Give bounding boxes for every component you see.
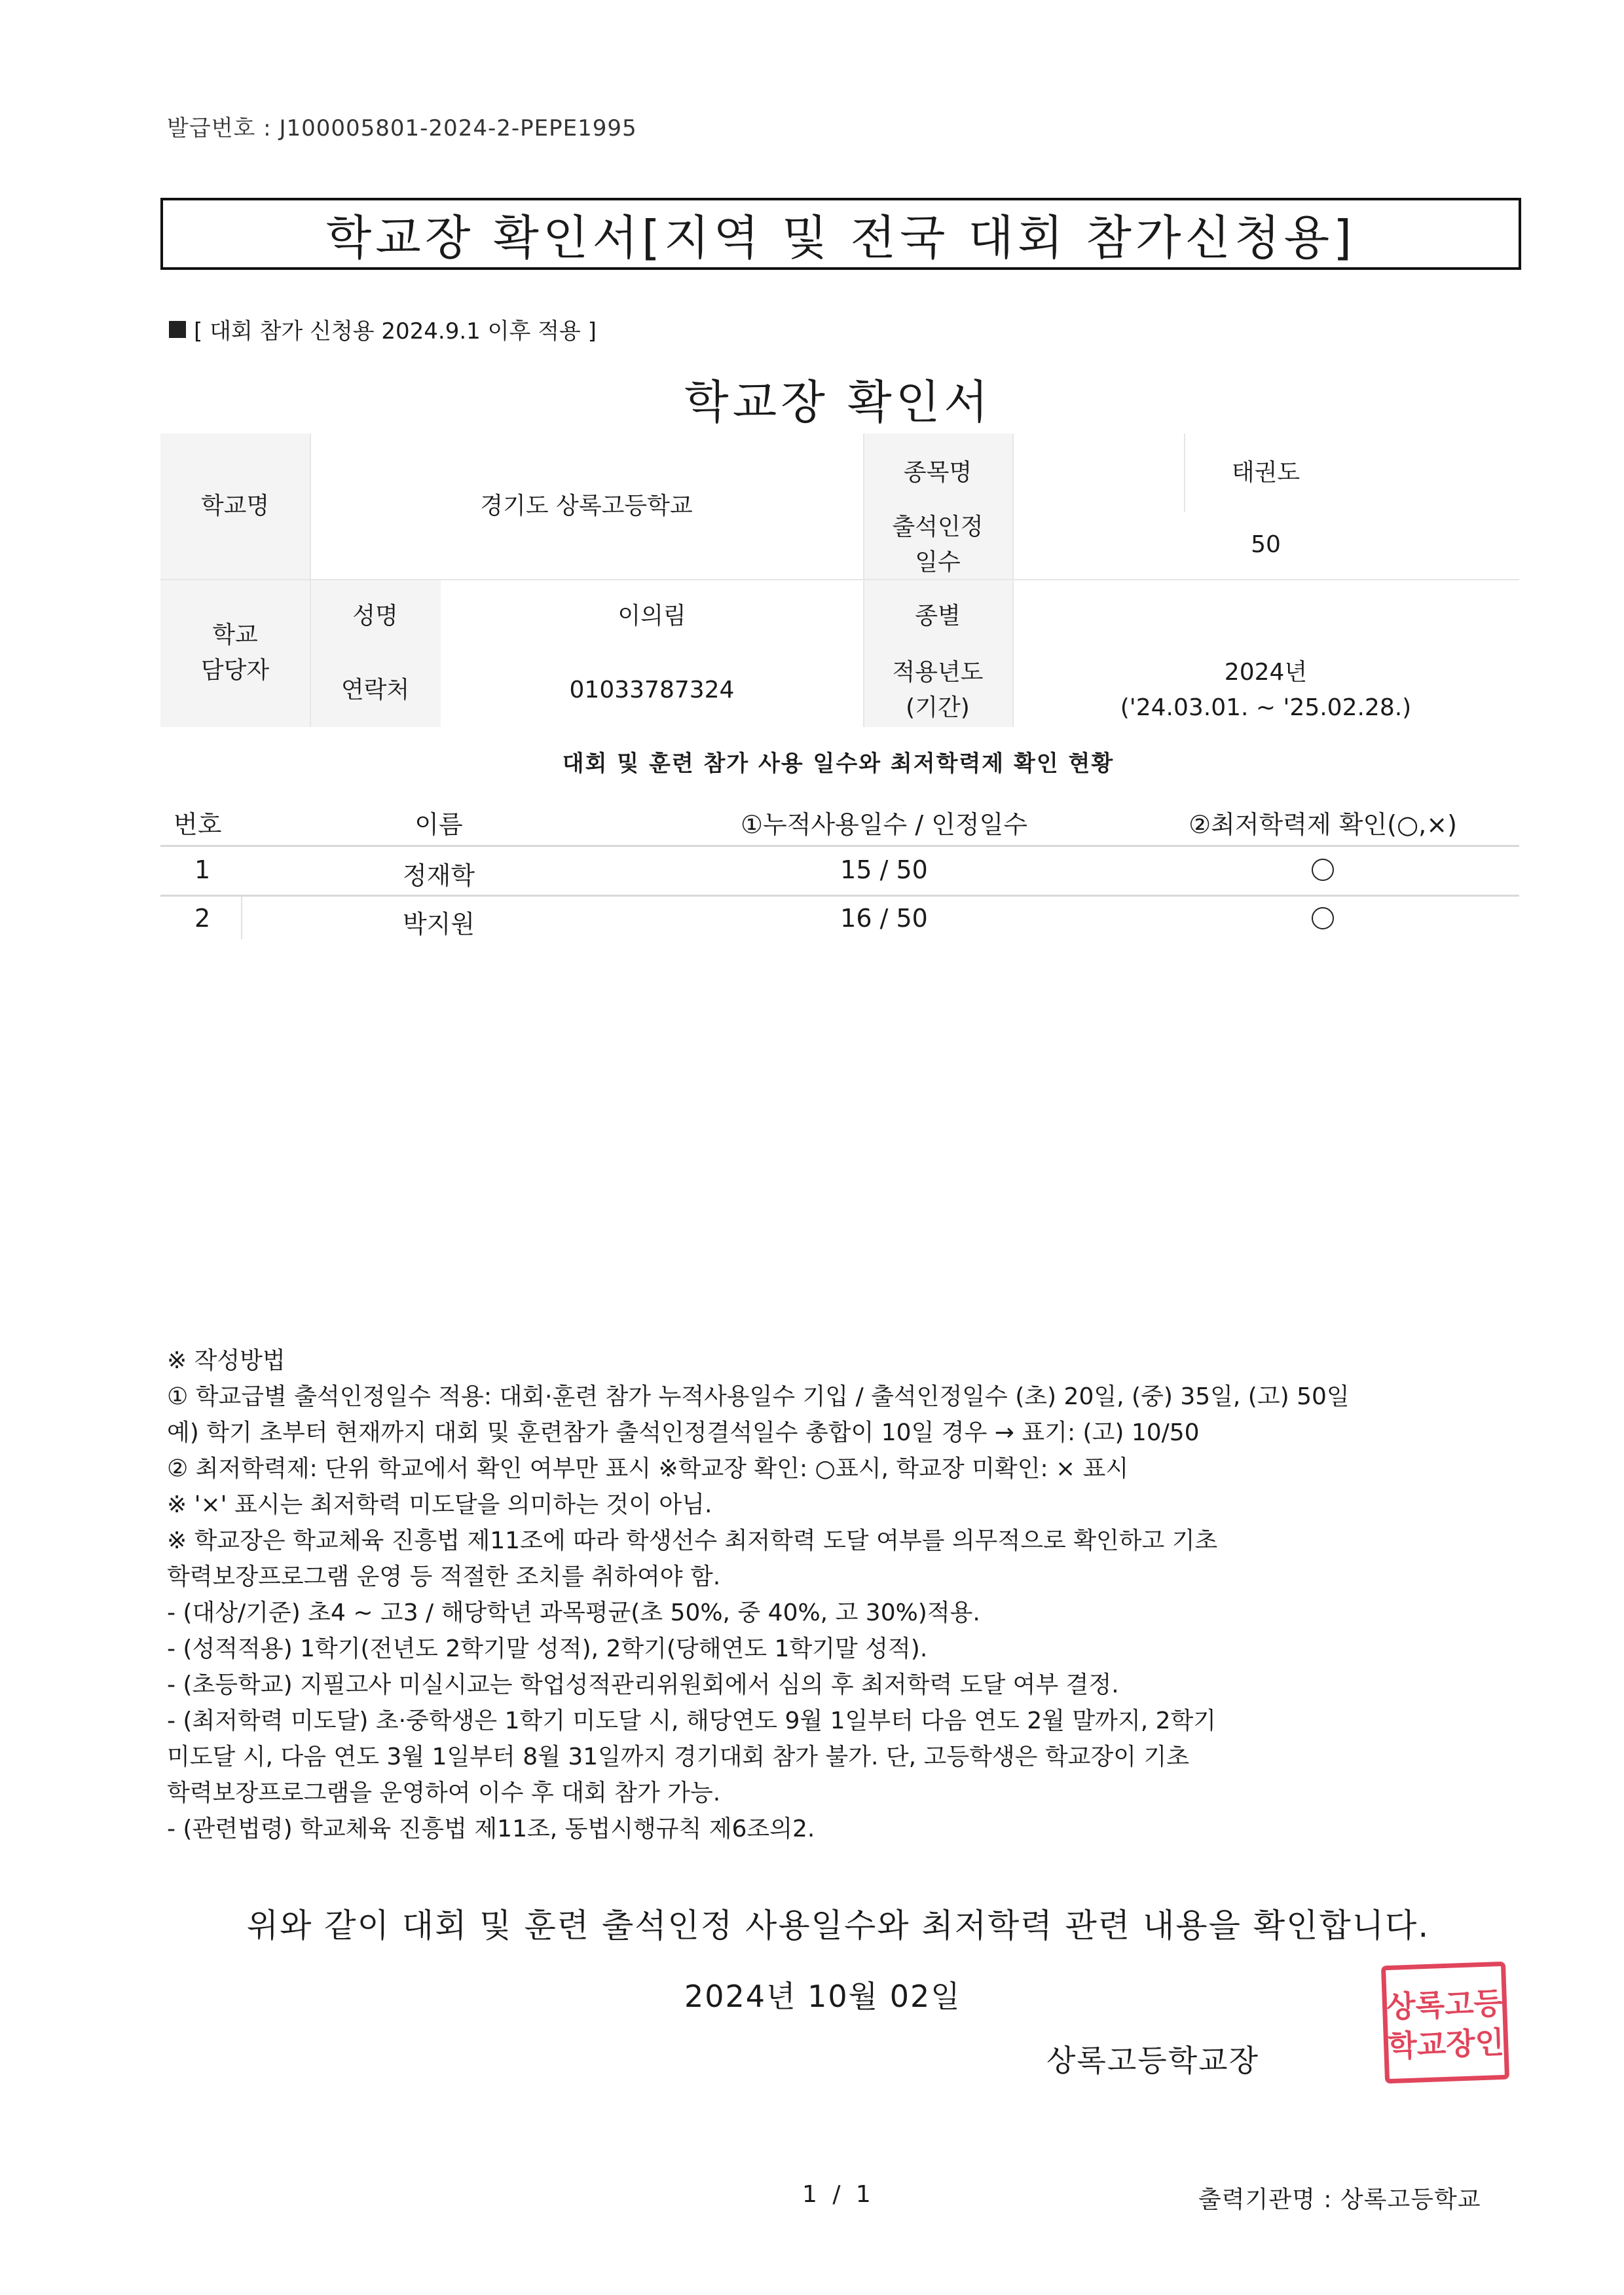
note-line: - (대상/기준) 초4 ~ 고3 / 해당학년 과목평균(초 50%, 중 40%, 고 30%)적용. bbox=[167, 1599, 980, 1626]
row-days: 15 / 50 bbox=[840, 855, 928, 884]
status-heading: 대회 및 훈련 참가 사용 일수와 최저학력제 확인 현황 bbox=[562, 751, 1115, 777]
note-line: - (성적적용) 1학기(전년도 2학기말 성적), 2학기(당해연도 1학기말 성적). bbox=[167, 1635, 928, 1662]
note-line: ※ '×' 표시는 최저학력 미도달을 의미하는 것이 아님. bbox=[167, 1491, 712, 1518]
note-line: - (관련법령) 학교체육 진흥법 제11조, 동법시행규칙 제6조의2. bbox=[167, 1816, 815, 1842]
category-value bbox=[1012, 579, 1519, 653]
square-bullet-icon bbox=[169, 321, 186, 338]
header-check: ②최저학력제 확인(○,×) bbox=[1189, 810, 1457, 839]
note-line: 예) 학기 초부터 현재까지 대회 및 훈련참가 출석인정결석일수 총합이 10일 경우 → 표기: (고) 10/50 bbox=[167, 1419, 1200, 1446]
page-number: 1 / 1 bbox=[802, 2181, 875, 2208]
confirmation-statement: 위와 같이 대회 및 훈련 출석인정 사용일수와 최저학력 관련 내용을 확인합니다. bbox=[246, 1907, 1430, 1945]
year-value: 2024년 ('24.03.01. ~ '25.02.28.) bbox=[1120, 658, 1412, 721]
issue-number: 발급번호 : J100005801-2024-2-PEPE1995 bbox=[167, 115, 637, 141]
row-number: 1 bbox=[194, 855, 211, 884]
note-line: ※ 작성방법 bbox=[167, 1347, 286, 1374]
name-label: 성명 bbox=[352, 602, 398, 629]
school-label: 학교명 bbox=[200, 493, 270, 519]
scope-text: [ 대회 참가 신청용 2024.9.1 이후 적용 ] bbox=[194, 318, 597, 345]
circle-check-icon bbox=[1153, 906, 1493, 935]
note-line: ※ 학교장은 학교체육 진흥법 제11조에 따라 학생선수 최저학력 도달 여부를 의무적으로 확인하고 기초 bbox=[167, 1527, 1218, 1554]
scope-note bbox=[169, 313, 597, 345]
circle-check-icon bbox=[1153, 858, 1493, 887]
row-number: 2 bbox=[194, 904, 211, 933]
row-name: 정재학 bbox=[402, 861, 475, 890]
year-label: 적용년도 (기간) bbox=[892, 658, 984, 721]
svg-text:상록고등: 상록고등 bbox=[1386, 1985, 1504, 2025]
note-line: ① 학교급별 출석인정일수 적용: 대회·훈련 참가 누적사용일수 기입 / 출석인정일수 (초) 20일, (중) 35일, (고) 50일 bbox=[167, 1383, 1350, 1410]
note-line: 학력보장프로그램 운영 등 적절한 조치를 취하여야 함. bbox=[167, 1563, 721, 1590]
attendance-value: 50 bbox=[1251, 531, 1281, 558]
contact-label: 연락처 bbox=[341, 676, 410, 703]
row-name: 박지원 bbox=[402, 910, 475, 939]
note-line: - (최저학력 미도달) 초·중학생은 1학기 미도달 시, 해당연도 9월 1일부터 다음 연도 2월 말까지, 2학기 bbox=[167, 1707, 1217, 1734]
official-seal bbox=[1381, 1962, 1509, 2084]
name-value: 이의림 bbox=[618, 602, 686, 629]
note-line: 학력보장프로그램을 운영하여 이수 후 대회 참가 가능. bbox=[167, 1780, 721, 1806]
print-organization: 출력기관명 : 상록고등학교 bbox=[1198, 2186, 1481, 2213]
row-days: 16 / 50 bbox=[840, 904, 928, 933]
sport-value: 태권도 bbox=[1231, 459, 1301, 486]
svg-text:학교장인: 학교장인 bbox=[1387, 2024, 1505, 2064]
header-days: ①누적사용일수 / 인정일수 bbox=[740, 810, 1028, 839]
note-line: 미도달 시, 다음 연도 3월 1일부터 8월 31일까지 경기대회 참가 불가. 단, 고등학생은 학교장이 기초 bbox=[167, 1744, 1189, 1770]
attendance-label: 출석인정 일수 bbox=[892, 513, 984, 576]
note-line: ② 최저학력제: 단위 학교에서 확인 여부만 표시 ※학교장 확인: ○표시, 학교장 미확인: × 표시 bbox=[167, 1455, 1129, 1482]
category-label: 종별 bbox=[915, 602, 961, 629]
issue-date: 2024년 10월 02일 bbox=[684, 1979, 961, 2014]
school-value: 경기도 상록고등학교 bbox=[480, 493, 693, 519]
sport-label: 종목명 bbox=[903, 459, 972, 486]
document-heading: 학교장 확인서 bbox=[684, 375, 992, 429]
principal-signature: 상록고등학교장 bbox=[1046, 2043, 1260, 2078]
manager-label: 학교 담당자 bbox=[200, 622, 270, 684]
writing-instructions bbox=[167, 1343, 1529, 1847]
header-no: 번호 bbox=[174, 810, 222, 839]
header-name: 이름 bbox=[415, 810, 463, 839]
contact-value: 01033787324 bbox=[569, 676, 735, 703]
seal-glyph-icon bbox=[1386, 1966, 1505, 2079]
note-line: - (초등학교) 지필고사 미실시교는 학업성적관리위원회에서 심의 후 최저학력 도달 여부 결정. bbox=[167, 1671, 1119, 1698]
document-title: 학교장 확인서[지역 및 전국 대회 참가신청용] bbox=[160, 198, 1521, 270]
